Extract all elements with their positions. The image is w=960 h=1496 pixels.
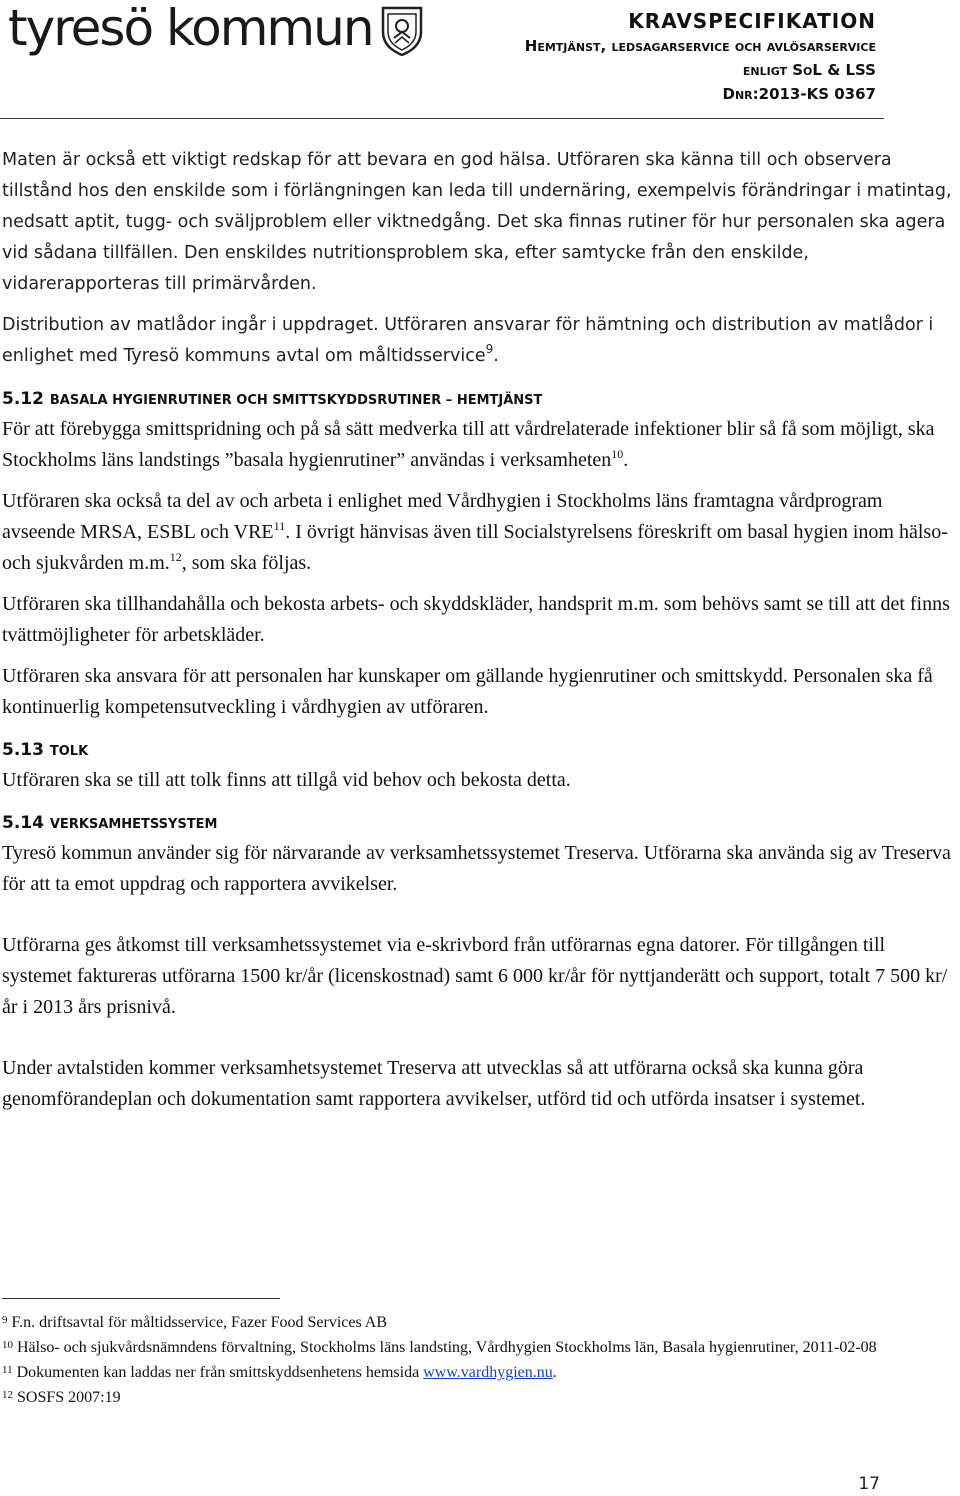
footnote-ref-10[interactable]: 10 [611,447,624,461]
paragraph-nutrition: Maten är också ett viktigt redskap för att bevara en god hälsa. Utföraren ska känna till och observera tillstånd hos den enskilde som i förlängningen kan leda till undernäring, exempelvis förändringar i matintag, nedsatt aptit, tugg- och sväljproblem eller viktnedgång. Det ska finnas rutiner för hur personalen ska agera vid sådana tillfällen. Den enskildes nutritionsproblem ska, efter samtycke från den enskilde, vidarerapporteras till primärvården. [2,150,952,294]
footnote-ref-11[interactable]: 11 [273,519,286,533]
paragraph-system-development: Under avtalstiden kommer verksamhetsystemet Treserva att utvecklas så att utförarna också ska kunna göra genomförandeplan och dokumentation samt rapportera avvikelser, utförd tid och utförda insatser i systemet. [2,1057,866,1110]
paragraph-access-costs: Utförarna ges åtkomst till verksamhetssystemet via e-skrivbord från utförarnas egna datorer. För tillgången till systemet faktureras utförarna 1500 kr/år (licenskostnad) samt 6 000 kr/år för nyttjanderätt och support, totalt 7 500 kr/år i 2013 års prisnivå. [2,934,948,1018]
footnote-text-end: . [552,1364,557,1381]
page-number: 17 [858,1474,880,1494]
footnote-11 [2,1359,958,1384]
logo-text: tyresö kommun [8,0,373,57]
paragraph-staff-knowledge: Utföraren ska ansvara för att personalen har kunskaper om gällande hygienrutiner och smittskydd. Personalen ska få kontinuerlig kompetensutveckling i vårdhygien av utföraren. [2,665,933,718]
document-registration-number: Dnr:2013-KS 0367 [722,85,876,103]
footnote-ref-9[interactable]: 9 [485,342,494,356]
paragraph-hygiene-text: För att förebygga smittspridning och på så sätt medverka till att vårdrelaterade infektioner blir så få som möjligt, ska Stockholms läns landstings ”basala hygienrutiner” användas i verksamheten [2,418,935,471]
section-title: TOLK [49,744,89,759]
footnote-text: SOSFS 2007:19 [17,1389,121,1406]
paragraph-vardhygien [2,486,958,579]
section-title: VERKSAMHETSSYSTEM [49,817,218,832]
section-title: BASALA HYGIENRUTINER OCH SMITTSKYDDSRUTINER – HEMTJÄNST [49,393,543,408]
document-subtitle: Hemtjänst, ledsagarservice och avlösarservice [524,37,876,55]
header-divider [0,118,884,119]
paragraph-vardhygien-b: . I övrigt hänvisas även till Socialstyrelsens föreskrift om basal hygien inom hälso- och sjukvården m.m. [2,521,948,574]
paragraph-interpreter: Utföraren ska se till att tolk finns att tillgå vid behov och bekosta detta. [2,769,571,791]
footnote-text: Dokumenten kan laddas ner från smittskyddsenhetens hemsida [16,1364,420,1381]
paragraph-hygiene-routines [2,414,958,476]
section-number: 5.12 [2,389,44,409]
section-heading-5-13 [2,737,958,765]
footnote-divider [2,1298,280,1299]
footnote-number: 10 [2,1339,13,1351]
footnote-ref-12[interactable]: 12 [169,550,182,564]
coat-of-arms-icon [381,6,423,56]
footnotes [2,1309,958,1409]
municipality-logo [8,0,423,56]
paragraph-vardhygien-c: , som ska följas. [181,552,312,574]
section-heading-5-14 [2,810,958,838]
footnote-number: 12 [2,1389,13,1401]
footnote-9 [2,1309,958,1334]
footnote-text: Hälso- och sjukvårdsnämndens förvaltning, Stockholms läns landsting, Vårdhygien Stockholms län, Basala hygienrutiner, 2011-02-08 [17,1339,877,1356]
footnote-number: 11 [2,1364,13,1376]
section-number: 5.14 [2,813,44,833]
document-header-info [525,8,876,106]
document-law-reference: enligt SoL & LSS [742,61,876,79]
document-title: KRAVSPECIFIKATION [628,9,876,33]
footnote-10 [2,1334,958,1359]
paragraph-distribution [2,310,958,372]
paragraph-distribution-text: Distribution av matlådor ingår i uppdraget. Utföraren ansvarar för hämtning och distribution av matlådor i enlighet med Tyresö kommuns avtal om måltidsservice [2,315,934,366]
paragraph-hygiene-end: . [623,449,629,471]
paragraph-protective-clothing: Utföraren ska tillhandahålla och bekosta arbets- och skyddskläder, handsprit m.m. som behövs samt se till att det finns tvättmöjligheter för arbetskläder. [2,593,950,646]
footnote-text: F.n. driftsavtal för måltidsservice, Fazer Food Services AB [11,1314,388,1331]
footnote-number: 9 [2,1314,8,1326]
section-number: 5.13 [2,740,44,760]
section-heading-5-12 [2,386,958,414]
vardhygien-link[interactable]: www.vardhygien.nu [423,1364,553,1381]
footnote-12 [2,1384,958,1409]
paragraph-vardhygien-a: Utföraren ska också ta del av och arbeta i enlighet med Vårdhygien i Stockholms läns framtagna vårdprogram avseende MRSA, ESBL och VRE [2,490,883,543]
paragraph-distribution-end: . [493,346,499,366]
document-body [2,145,958,1115]
paragraph-treserva: Tyresö kommun använder sig för närvarande av verksamhetssystemet Treserva. Utförarna ska använda sig av Treserva för att ta emot uppdrag och rapportera avvikelser. [2,842,951,895]
